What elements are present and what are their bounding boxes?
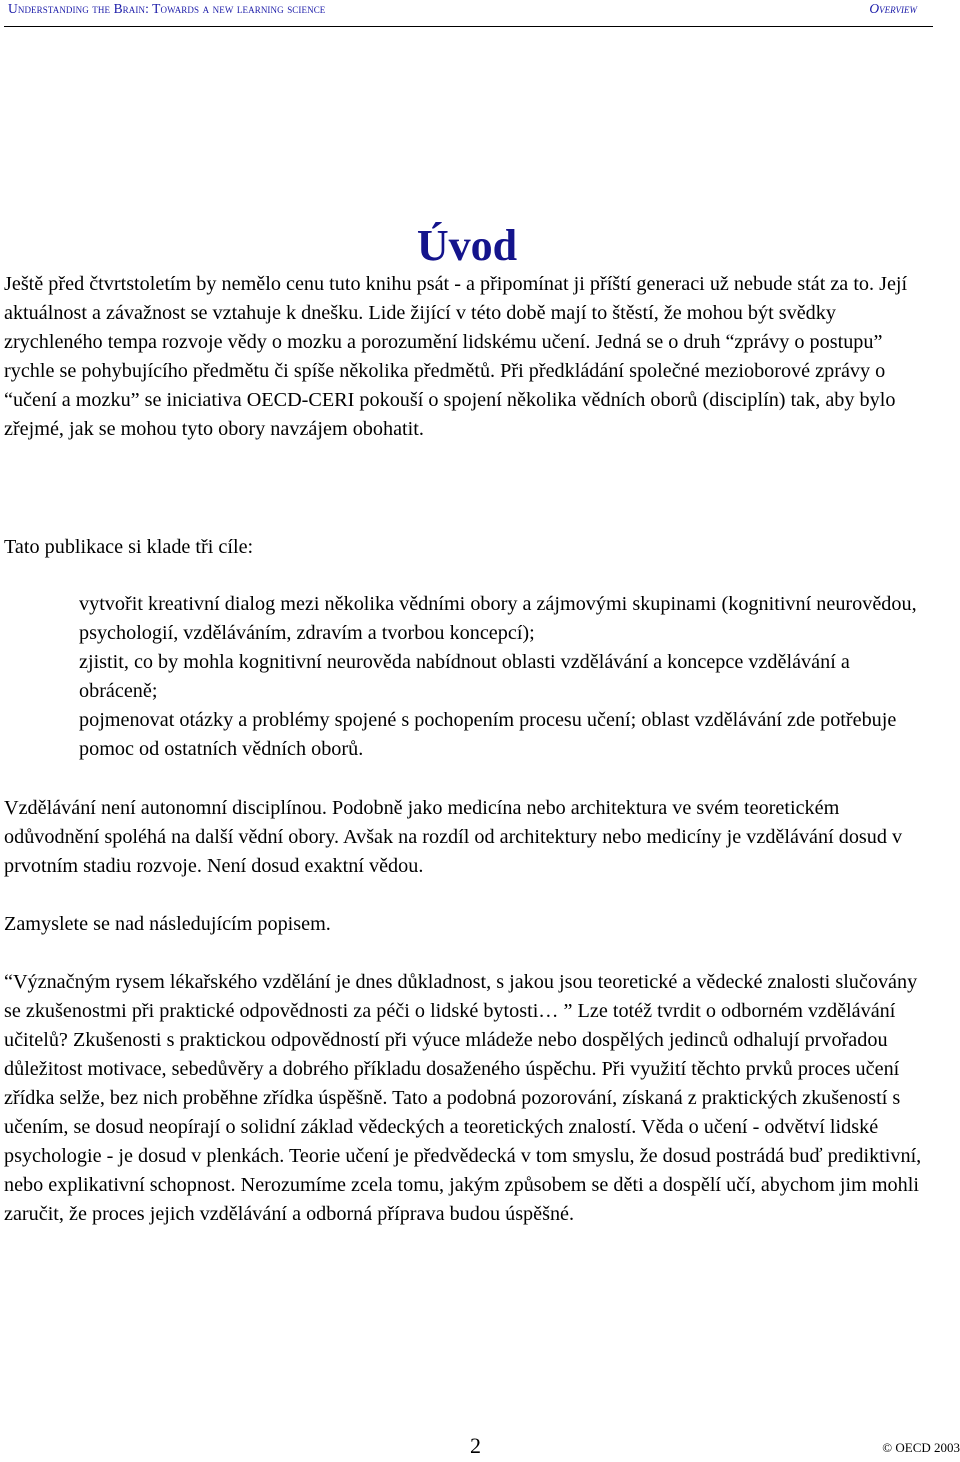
goals-list	[79, 590, 929, 764]
header-section-name: Overview	[869, 1, 917, 16]
education-paragraph: Vzdělávání není autonomní disciplínou. Podobně jako medicína nebo architektura ve svém teoretickém odůvodnění spoléhá na další vědní obory. Avšak na rozdíl od architektury nebo medicíny je vzdělávání dosud v prvotním stadiu rozvoje. Není dosud exaktní vědou.	[4, 797, 903, 877]
page-title: Úvod	[416, 221, 518, 270]
consider-paragraph: Zamyslete se nad následujícím popisem.	[4, 913, 331, 935]
quote-paragraph: “Význačným rysem lékařského vzdělání je dnes důkladnost, s jakou jsou teoretické a vědecké znalosti slučovány se zkušenostmi při praktické odpovědnosti za péči o lidské bytosti… ” Lze totéž tvrdit o odborném vzdělávání učitelů? Zkušenosti s praktickou odpovědností při výuce mládeže nebo dospělých jedinců odhalují prvořadou důležitost motivace, sebedůvěry a dobrého příkladu dosaženého úspěchu. Při využití těchto prvků proces učení zřídka selže, bez nich proběhne zřídka úspěšně. Tato a podobná pozorování, získaná z praktických zkušeností s učením, se dosud neopírají o solidní základ vědeckých a teoretických znalostí. Věda o učení - odvětví lidské psychologie - je dosud v plenkách. Teorie učení je předvědecká v tom smyslu, že dosud postrádá buď prediktivní, nebo explikativní schopnost. Nerozumíme zcela tomu, jakým způsobem se děti a dospělí učí, abychom jim mohli zaručit, že proces jejich vzdělávání a odborná příprava budou úspěšné.	[4, 971, 922, 1225]
goal-item: pojmenovat otázky a problémy spojené s pochopením procesu učení; oblast vzdělávání zde potřebuje pomoc od ostatních vědních oborů.	[79, 709, 897, 760]
running-header	[4, 0, 933, 27]
goal-item: vytvořit kreativní dialog mezi několika vědními obory a zájmovými skupinami (kognitivní neurovědou, psychologií, vzděláváním, zdravím a tvorbou koncepcí);	[79, 593, 917, 644]
goal-item: zjistit, co by mohla kognitivní neurověda nabídnout oblasti vzdělávání a koncepce vzdělávání a obráceně;	[79, 651, 850, 702]
goals-intro-paragraph: Tato publikace si klade tři cíle:	[4, 536, 254, 558]
copyright-notice: © OECD 2003	[882, 1440, 960, 1455]
intro-paragraph: Ještě před čtvrtstoletím by nemělo cenu tuto knihu psát - a připomínat ji příští generaci už nebude stát za to. Její aktuálnost a závažnost se vztahuje k dnešku. Lide žijící v této době mají to štěstí, že mohou být svědky zrychleného tempa rozvoje vědy o mozku a porozumění lidskému učení. Jedná se o druh “zprávy o postupu” rychle se pohybujícího předmětu či spíše několika předmětů. Při předkládání společné mezioborové zprávy o “učení a mozku” se iniciativa OECD-CERI pokouší o spojení několika vědních oborů (disciplín) tak, aby bylo zřejmé, jak se mohou tyto obory navzájem obohatit.	[4, 273, 908, 440]
header-book-title: Understanding the Brain: Towards a new learning science	[8, 1, 326, 16]
page-number: 2	[470, 1433, 481, 1458]
